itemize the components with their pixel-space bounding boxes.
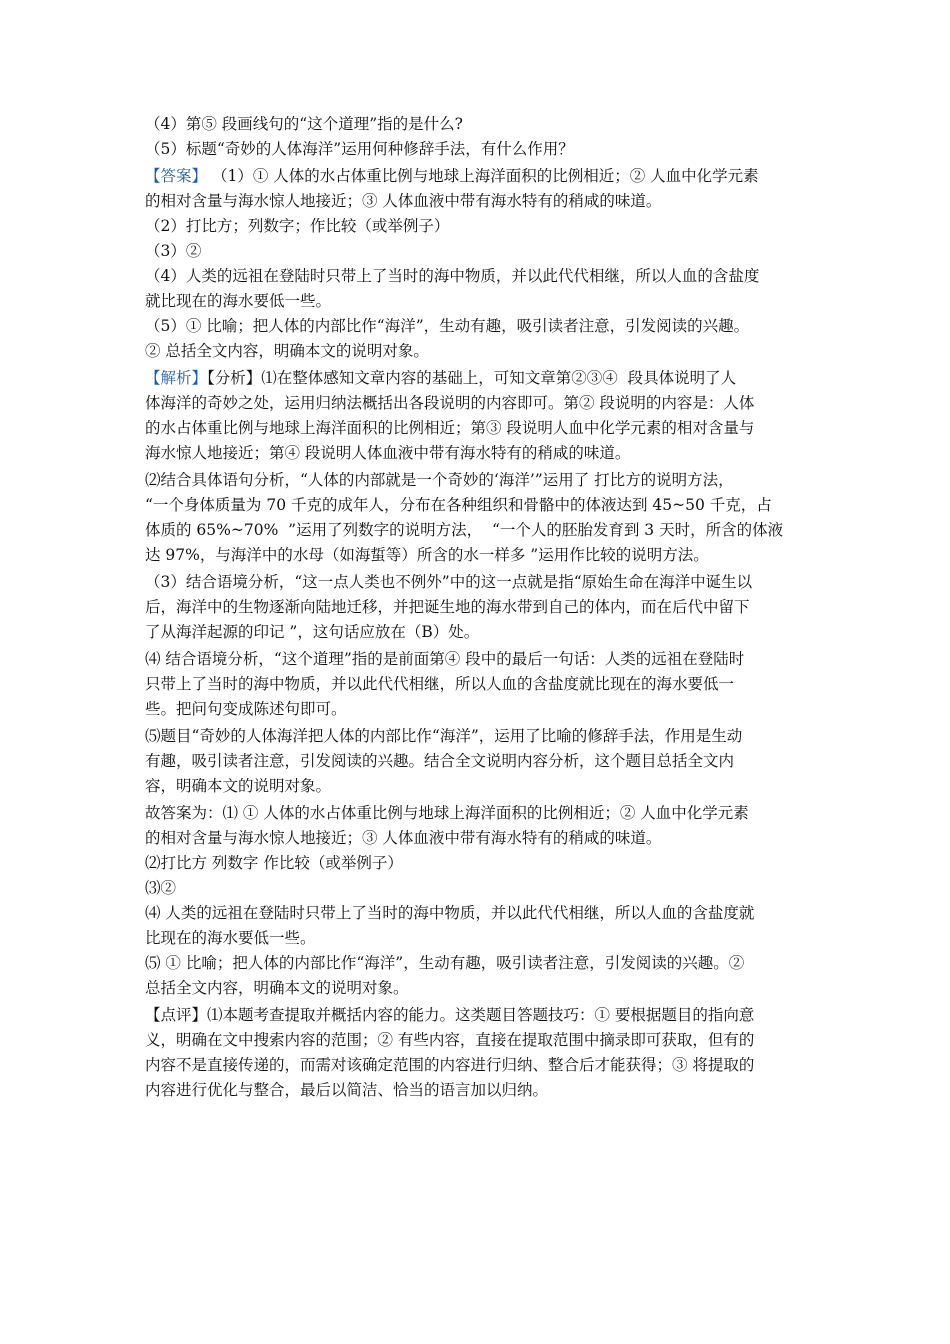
final-answer-line: 的相对含量与海水惊人地接近；③ 人体血液中带有海水特有的稍咸的味道。	[145, 829, 662, 847]
analysis-p2-line: ⑵结合具体语句分析，“人体的内部就是一个奇妙的‘海洋’”运用了 打比方的说明方法，	[145, 471, 734, 489]
analysis-p5-line: 容，明确本文的说明对象。	[145, 777, 332, 795]
answer-2: （2）打比方；列数字；作比较（或举例子）	[145, 217, 450, 235]
analysis-p1-line: 的水占体重比例与地球上海洋面积的比例相近；第③ 段说明人血中化学元素的相对含量与	[145, 419, 755, 437]
analysis-line	[145, 366, 815, 391]
analysis-p5-line: 有趣，吸引读者注意，引发阅读的兴趣。结合全文说明内容分析，这个题目总括全文内	[145, 752, 735, 770]
analysis-p1-line: 海水惊人地接近；第④ 段说明人体血液中带有海水特有的稍咸的味道。	[145, 444, 631, 462]
analysis-p2-line: 体质的 65%~70% ”运用了列数字的说明方法， “一个人的胚胎发育到 3 天时，所含的体液	[145, 521, 784, 539]
final-answer-line: ⑸ ① 比喻；把人体的内部比作“海洋”，生动有趣，吸引读者注意，引发阅读的兴趣。②	[145, 954, 745, 972]
document-page	[145, 112, 815, 1103]
final-answer-line: ⑷ 人类的远祖在登陆时只带上了当时的海中物质，并以此代代相继，所以人血的含盐度就	[145, 904, 755, 922]
comment-line: 内容不是直接传递的，而需对该确定范围的内容进行归纳、整合后才能获得；③ 将提取的	[145, 1056, 755, 1074]
analysis-p1-line: 体海洋的奇妙之处，运用归纳法概括出各段说明的内容即可。第② 段说明的内容是：人体	[145, 394, 755, 412]
analysis-p5-line: ⑸题目“奇妙的人体海洋把人体的内部比作“海洋”，运用了比喻的修辞手法，作用是生动	[145, 727, 743, 745]
analysis-tag: 【解析】	[145, 369, 208, 387]
answer-5-line-2: ② 总括全文内容，明确本文的说明对象。	[145, 342, 429, 360]
analysis-p4-line: 只带上了当时的海中物质，并以此代代相继，所以人血的含盐度就比现在的海水要低一	[145, 675, 735, 693]
answer-4-line-1: （4）人类的远祖在登陆时只带上了当时的海中物质，并以此代代相继，所以人血的含盐度	[145, 267, 760, 285]
comment-line: 内容进行优化与整合，最后以简洁、恰当的语言加以归纳。	[145, 1081, 549, 1099]
analysis-p3-line: （3）结合语境分析，“这一点人类也不例外”中的这一点就是指“原始生命在海洋中诞生以	[145, 573, 753, 591]
final-answer-line: 故答案为：⑴ ① 人体的水占体重比例与地球上海洋面积的比例相近；② 人血中化学元素	[145, 804, 749, 822]
comment-line: 【点评】⑴本题考查提取并概括内容的能力。这类题目答题技巧：① 要根据题目的指向意	[145, 1006, 755, 1024]
final-answer-line: 比现在的海水要低一些。	[145, 929, 316, 947]
answer-1-line-2: 的相对含量与海水惊人地接近；③ 人体血液中带有海水特有的稍咸的味道。	[145, 192, 662, 210]
analysis-p1-line: 【分析】⑴在整体感知文章内容的基础上，可知文章第②③④ 段具体说明了人	[207, 369, 737, 387]
analysis-p3-line: 后，海洋中的生物逐渐向陆地迁移，并把诞生地的海水带到自己的体内，而在后代中留下	[145, 598, 750, 616]
final-answer-line: ⑵打比方 列数字 作比较（或举例子）	[145, 854, 403, 872]
answer-5-line-1: （5）① 比喻；把人体的内部比作“海洋”，生动有趣，吸引读者注意，引发阅读的兴趣。	[145, 317, 750, 335]
answer-line	[145, 164, 815, 189]
answer-1-text: （1）① 人体的水占体重比例与地球上海洋面积的比例相近；② 人血中化学元素	[211, 167, 759, 185]
analysis-p3-line: 了从海洋起源的印记 ”，这句话应放在（B）处。	[145, 623, 480, 641]
final-answer-line: ⑶②	[145, 879, 177, 897]
analysis-p4-line: 些。把问句变成陈述句即可。	[145, 700, 347, 718]
answer-tag: 【答案】	[145, 167, 208, 185]
question-5: （5）标题“奇妙的人体海洋”运用何种修辞手法，有什么作用？	[145, 140, 574, 158]
answer-3: （3）②	[145, 242, 202, 260]
analysis-p2-line: “一个身体质量为 70 千克的成年人，分布在各种组织和骨骼中的体液达到 45~50 千克，占	[145, 496, 772, 514]
final-answer-line: 总括全文内容，明确本文的说明对象。	[145, 979, 409, 997]
answer-4-line-2: 就比现在的海水要低一些。	[145, 292, 332, 310]
analysis-p4-line: ⑷ 结合语境分析，“这个道理”指的是前面第④ 段中的最后一句话：人类的远祖在登陆时	[145, 650, 745, 668]
analysis-p2-line: 达 97%，与海洋中的水母（如海蜇等）所含的水一样多 ”运用作比较的说明方法。	[145, 546, 709, 564]
question-4: （4）第⑤ 段画线句的“这个道理”指的是什么?	[145, 115, 463, 133]
comment-line: 义，明确在文中搜索内容的范围；② 有些内容，直接在提取范围中摘录即可获取，但有的	[145, 1031, 755, 1049]
